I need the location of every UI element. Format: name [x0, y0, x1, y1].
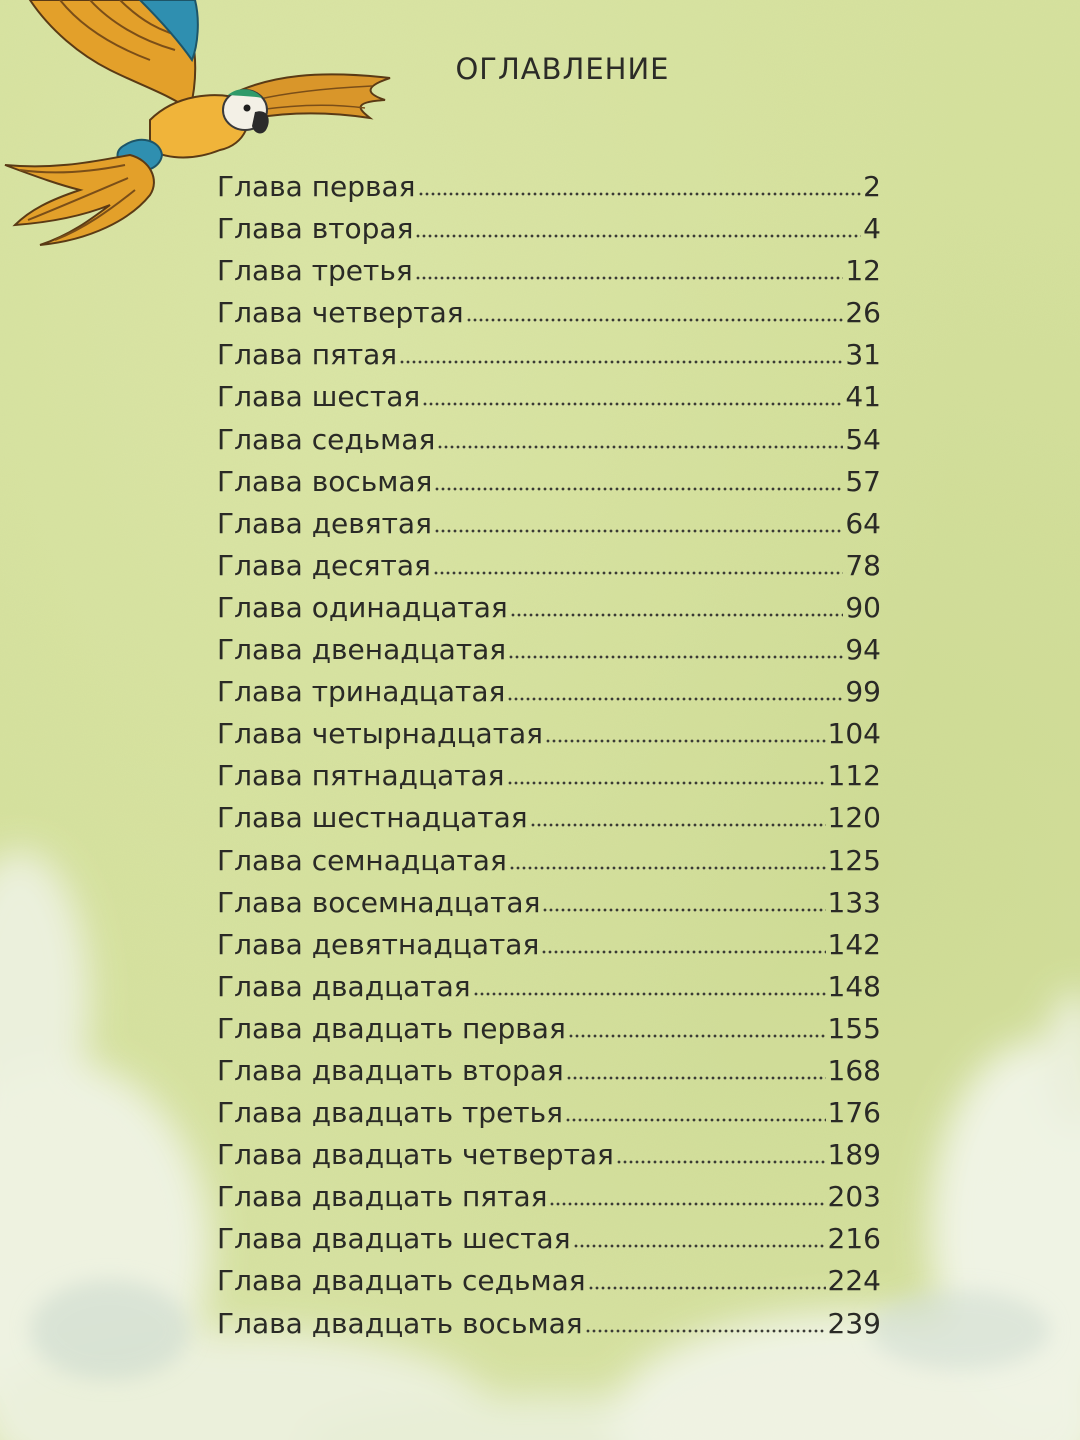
toc-entry [217, 970, 881, 1012]
dot-leader [541, 950, 825, 954]
toc-entry [217, 1307, 881, 1349]
page-number: 176 [827, 1096, 881, 1130]
page-number: 224 [827, 1264, 881, 1298]
chapter-title: Глава четвертая [217, 296, 464, 330]
toc-entry [217, 296, 881, 338]
dot-leader [434, 529, 843, 533]
chapter-title: Глава двенадцатая [217, 633, 507, 667]
chapter-title: Глава шестнадцатая [217, 801, 528, 835]
dot-leader [616, 1160, 826, 1164]
chapter-title: Глава двадцать шестая [217, 1222, 571, 1256]
page-number: 155 [827, 1011, 881, 1045]
page-title: ОГЛАВЛЕНИЕ [455, 52, 670, 86]
toc-entry [217, 844, 881, 886]
table-of-contents [217, 170, 881, 1349]
page-number: 142 [827, 927, 881, 961]
chapter-title: Глава двадцать седьмая [217, 1264, 586, 1298]
dot-leader [433, 571, 844, 575]
page-number: 168 [827, 1053, 881, 1087]
dot-leader [415, 276, 844, 280]
toc-entry [217, 633, 881, 675]
dot-leader [530, 823, 826, 827]
toc-entry [217, 928, 881, 970]
page-number: 189 [827, 1138, 881, 1172]
toc-entry [217, 549, 881, 591]
chapter-title: Глава седьмая [217, 422, 436, 456]
page-number: 99 [845, 675, 881, 709]
chapter-title: Глава десятая [217, 548, 431, 582]
page-number: 133 [827, 885, 881, 919]
dot-leader [507, 697, 843, 701]
dot-leader [566, 1076, 826, 1080]
page-number: 120 [827, 801, 881, 835]
page-number: 41 [845, 380, 881, 414]
toc-entry [217, 170, 881, 212]
dot-leader [510, 613, 844, 617]
page-number: 54 [845, 422, 881, 456]
dot-leader [437, 445, 843, 449]
dot-leader [473, 992, 826, 996]
chapter-title: Глава тринадцатая [217, 675, 506, 709]
toc-entry [217, 254, 881, 296]
dot-leader [549, 1202, 825, 1206]
chapter-title: Глава двадцать первая [217, 1011, 566, 1045]
toc-entry [217, 212, 881, 254]
toc-entry [217, 465, 881, 507]
dot-leader [568, 1034, 826, 1038]
toc-entry [217, 1138, 881, 1180]
chapter-title: Глава пятая [217, 338, 398, 372]
dot-leader [399, 360, 843, 364]
dot-leader [573, 1244, 826, 1248]
toc-entry [217, 1096, 881, 1138]
dot-leader [418, 192, 862, 196]
toc-entry [217, 717, 881, 759]
chapter-title: Глава шестая [217, 380, 421, 414]
toc-entry [217, 675, 881, 717]
page-number: 148 [827, 969, 881, 1003]
page-number: 94 [845, 633, 881, 667]
page-number: 239 [827, 1306, 881, 1340]
toc-entry [217, 380, 881, 422]
page-number: 216 [827, 1222, 881, 1256]
page-number: 203 [827, 1180, 881, 1214]
chapter-title: Глава двадцать пятая [217, 1180, 548, 1214]
toc-entry [217, 1264, 881, 1306]
chapter-title: Глава девятнадцатая [217, 927, 540, 961]
chapter-title: Глава двадцать третья [217, 1096, 563, 1130]
dot-leader [509, 866, 826, 870]
page-number: 125 [827, 843, 881, 877]
page-number: 2 [863, 170, 881, 203]
toc-entry [217, 591, 881, 633]
chapter-title: Глава двадцать четвертая [217, 1138, 614, 1172]
dot-leader [588, 1286, 826, 1290]
toc-entry [217, 507, 881, 549]
page-number: 64 [845, 506, 881, 540]
dot-leader [434, 487, 843, 491]
page-number: 112 [827, 759, 881, 793]
toc-entry [217, 1054, 881, 1096]
chapter-title: Глава пятнадцатая [217, 759, 505, 793]
chapter-title: Глава вторая [217, 212, 414, 246]
chapter-title: Глава восемнадцатая [217, 885, 541, 919]
dot-leader [466, 318, 844, 322]
toc-entry [217, 801, 881, 843]
chapter-title: Глава первая [217, 170, 416, 203]
chapter-title: Глава третья [217, 254, 413, 288]
toc-entry [217, 886, 881, 928]
toc-entry [217, 1180, 881, 1222]
chapter-title: Глава одинадцатая [217, 590, 508, 624]
dot-leader [415, 234, 861, 238]
dot-leader [585, 1329, 826, 1333]
chapter-title: Глава двадцать восьмая [217, 1306, 583, 1340]
toc-entry [217, 759, 881, 801]
dot-leader [545, 739, 826, 743]
toc-entry [217, 338, 881, 380]
page-number: 104 [827, 717, 881, 751]
chapter-title: Глава двадцать вторая [217, 1053, 564, 1087]
page-number: 4 [863, 212, 881, 246]
chapter-title: Глава восьмая [217, 464, 433, 498]
dot-leader [508, 655, 843, 659]
page-number: 31 [845, 338, 881, 372]
page-number: 26 [845, 296, 881, 330]
dot-leader [542, 908, 825, 912]
chapter-title: Глава семнадцатая [217, 843, 507, 877]
dot-leader [507, 781, 826, 785]
page-number: 57 [845, 464, 881, 498]
toc-entry [217, 1012, 881, 1054]
chapter-title: Глава девятая [217, 506, 432, 540]
dot-leader [565, 1118, 826, 1122]
toc-entry [217, 423, 881, 465]
page-number: 78 [845, 548, 881, 582]
chapter-title: Глава четырнадцатая [217, 717, 544, 751]
chapter-title: Глава двадцатая [217, 969, 471, 1003]
page-number: 90 [845, 590, 881, 624]
dot-leader [422, 402, 843, 406]
toc-entry [217, 1222, 881, 1264]
page-number: 12 [845, 254, 881, 288]
